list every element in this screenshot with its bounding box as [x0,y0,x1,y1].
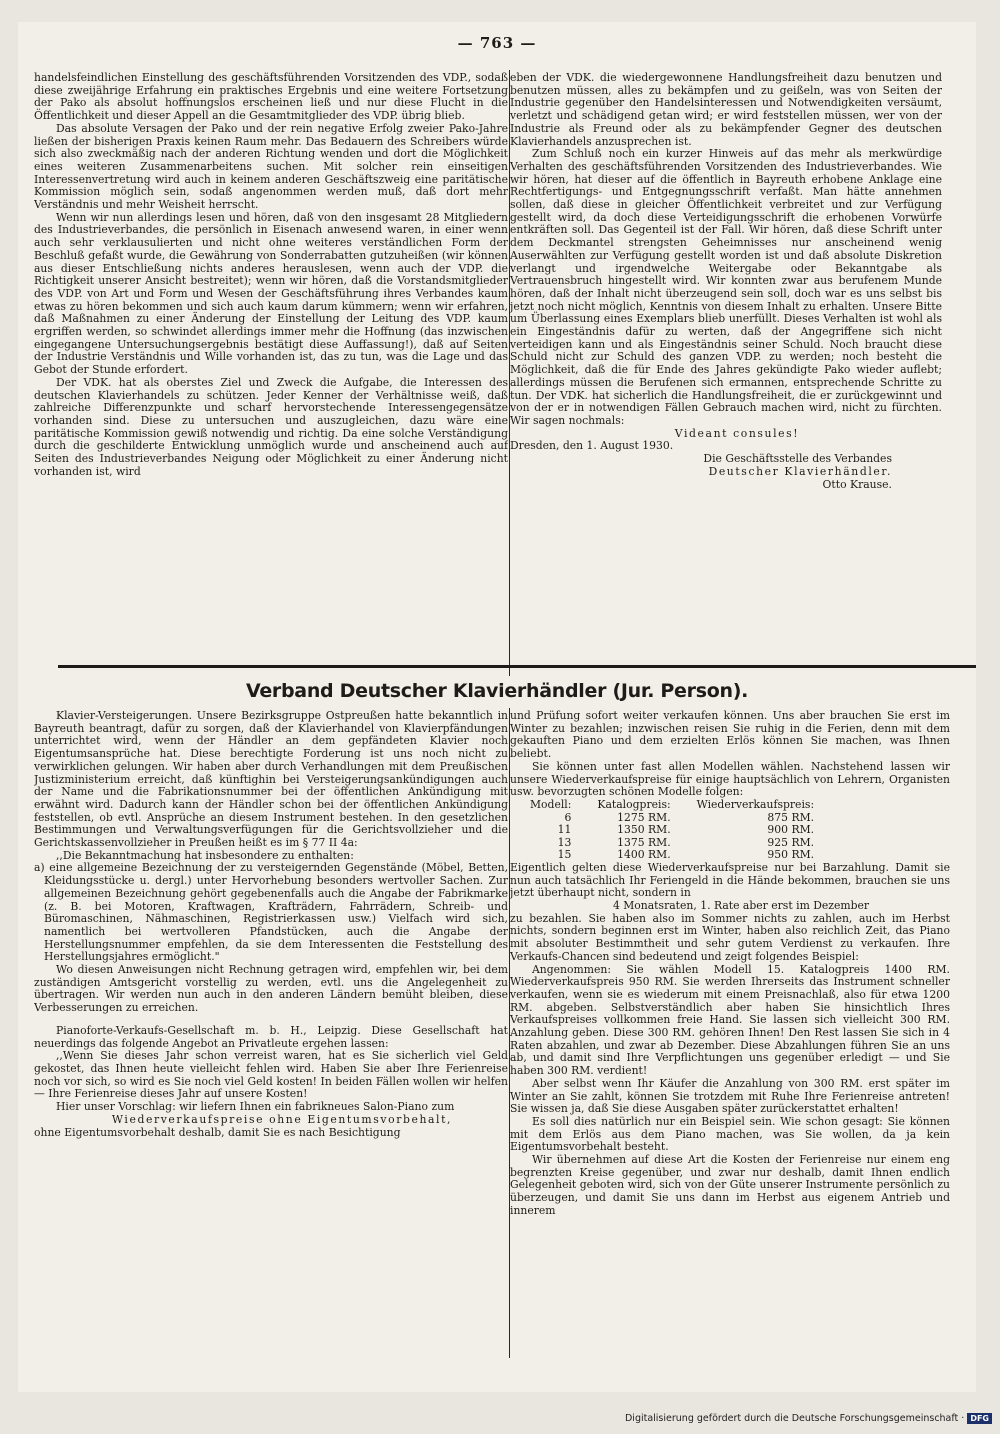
closing-motto: Videant consules! [674,426,800,440]
paragraph: Der VDK. hat als oberstes Ziel und Zweck die Aufgabe, die Interessen des deutschen Klavierhandels zu schützen. Jeder Kenner der Verhältnisse weiß, daß zahlreiche Differenzpunkte und scharf hervorstechende Interessengegensätze vorhanden sind. Diese zu untersuchen und auszugleichen, dazu wäre eine paritätische Kommission gewiß notwendig und richtig. Da eine solche Verständigung durch die geschilderte Entwicklung unmöglich wurde und anscheinend auch auf Seiten des Industrieverbandes Neigung oder Möglichkeit zu einer Änderung nicht vorhanden ist, wird [34,375,508,478]
paragraph: Angenommen: Sie wählen Modell 15. Katalogpreis 1400 RM. Wiederverkaufspreis 950 RM. Sie werden Ihrerseits das Instrument schneller verkaufen, wenn sie es wiederum mit einem Preisnachlaß, also für etwa 1200 RM. abgeben. Selbstverständlich aber haben Sie hinsichtlich Ihres Verkaufspreises vollkommen freie Hand. Sie lassen sich vielleicht 300 RM. Anzahlung geben. Diese 300 RM. gehören Ihnen! Den Rest lassen Sie sich in 4 Raten abzahlen, und zwar ab Dezember. Diese Abzahlungen führen Sie an uns ab, und damit sind Ihre Verpflichtungen uns gegenüber erledigt — und Sie haben 300 RM. verdient! [510,962,950,1078]
paragraph: Wir übernehmen auf diese Art die Kosten der Ferienreise nur einem eng begrenzten Kreise gegenüber, und zwar nur deshalb, damit Ihnen endlich Gelegenheit geboten wird, sich von der Güte unserer Instrumente persönlich zu überzeugen, und damit Sie uns dann im Herbst aus eigenem Antrieb und innerem [510,1153,950,1217]
column-1 [34,72,508,670]
table-cell: 925 RM. [767,835,815,849]
table-cell: 13 [557,835,572,849]
table-header-row [530,799,840,812]
paragraph: 4 Monatsraten, 1. Rate aber erst im Dezember [612,899,870,912]
table-cell: 1400 RM. [617,848,671,862]
digitization-footer [600,1413,992,1424]
column-2 [510,72,942,674]
dfg-logo: DFG [967,1413,992,1424]
quote-item: a) eine allgemeine Bezeichnung der zu versteigernden Gegenstände (Möbel, Betten, Kleidungsstücke u. dergl.) unter Hervorhebung besonders wertvoller Sachen. Zur allgemeinen Bezeichnung gehört gegebenenfalls auch die Angabe der Fabrikmarke (z. B. bei Motoren, Kraftwagen, Krafträdern, Fahrrädern, Schreib- und Büromaschinen, Nähmaschinen, Registrierkassen usw.) Vielfach wird sich, namentlich bei wertvolleren Pfandstücken, auch die Angabe der Herstellungsnummer empfehlen, da sie dem Interessenten die Feststellung des Herstellungsjahres ermöglicht." [34,861,508,964]
paragraph: Aber selbst wenn Ihr Käufer die Anzahlung von 300 RM. erst später im Winter an Sie zahlt, können Sie trotzdem mit Ruhe Ihre Ferienreise antreten! Sie wissen ja, daß Sie diese Ausgaben später zurückerstattet erhalten! [510,1076,950,1116]
page-number: — 763 — [457,34,537,52]
table-cell: 15 [557,848,572,862]
table-header: Modell: [530,797,572,811]
table-cell: 1350 RM. [617,823,671,837]
table-cell: 1275 RM. [617,810,671,824]
paragraph: zu bezahlen. Sie haben also im Sommer nichts zu zahlen, auch im Herbst nichts, sondern beginnen erst im Winter, haben also reichlich Zeit, das Piano mit absoluter Bestimmtheit und sehr gutem Verdienst zu verkaufen. Ihre Verkaufs-Chancen sind bedeutend und zeigt folgendes Beispiel: [510,911,950,963]
newspaper-page [18,22,976,1392]
signature-line: Deutscher Klavierhändler. [708,464,892,478]
paragraph: Pianoforte-Verkaufs-Gesellschaft m. b. H., Leipzig. Diese Gesellschaft hat neuerdings das folgende Angebot an Privatleute ergehen lassen: [34,1023,508,1050]
paragraph: Wenn wir nun allerdings lesen und hören, daß von den insgesamt 28 Mitgliedern des Industrieverbandes, die persönlich in Eisenach anwesend waren, in einer wenn auch sehr verklausulierten und nicht ohne weiteres verständlichen Form der Beschluß gefaßt wurde, die Gewährung von Sonderrabatten gutzuheißen (wir können aus dieser Entschließung nichts anderes herauslesen, wenn auch der VDP. die Richtigkeit unserer Ansicht bestreitet); wenn wir hören, daß die Vorstandsmitglieder des VDP. von Art und Form und Wesen der Geschäftsführung ihres Verbandes kaum etwas zu hören bekommen und sich auch kaum darum kümmern; wenn wir erfahren, daß Maßnahmen zu einer Änderung der Einstellung der Leitung des VDP. kaum ergriffen werden, so schwindet allerdings immer mehr die Hoffnung (das inzwischen eingegangene Untersuchungsergebnis bestätigt diese Auffassung!), daß auf Seiten der Industrie Verständnis und Wille vorhanden ist, das zu tun, was die Lage und das Gebot der Stunde erfordert. [34,210,508,377]
paragraph: Klavier-Versteigerungen. Unsere Bezirksgruppe Ostpreußen hatte bekanntlich in Bayreuth beantragt, dafür zu sorgen, daß der Klavierhandel von Klavierpfändungen unterrichtet wird, wenn der Händler an dem gepfändeten Klavier noch Eigentumsansprüche hat. Diese berechtigte Forderung ist uns noch nicht zu verwirklichen gelungen. Wir haben aber durch Verhandlungen mit dem Preußischen Justizministerium erreicht, daß künftighin bei Versteigerungsankündigungen auch der Name und die Fabrikationsnummer bei der öffentlichen Ankündigung mit erwähnt wird. Dadurch kann der Händler schon bei der öffentlichen Ankündigung feststellen, ob evtl. Ansprüche an diesem Instrument bestehen. In den gesetzlichen Bestimmungen und Verwaltungsverfügungen für die Gerichtsvollzieher und die Gerichtskassenvollzieher in Preußen heißt es im § 77 II 4a: [34,710,508,850]
table-row [530,824,840,837]
table-cell: 875 RM. [767,810,815,824]
paragraph: eben der VDK. die wiedergewonnene Handlungsfreiheit dazu benutzen und benutzen müssen, alles zu bekämpfen und zu geißeln, was von Seiten der Industrie gegenüber den Handelsinteressen und Notwendigkeiten versäumt, verletzt und schädigend getan wird; er wird feststellen müssen, wer von der Industrie als Freund oder als zu bekämpfender Gegner des deutschen Klavierhandels anzusprechen ist. [510,72,942,148]
table-cell: 950 RM. [767,848,815,862]
paragraph: Wo diesen Anweisungen nicht Rechnung getragen wird, empfehlen wir, bei dem zuständigen Amtsgericht vorstellig zu werden, evtl. uns die Angelegenheit zu übertragen. Wir werden nun auch in den anderen Ländern bemüht bleiben, diese Verbesserungen zu erreichen. [34,963,508,1015]
paragraph: und Prüfung sofort weiter verkaufen können. Uns aber brauchen Sie erst im Winter zu bezahlen; inzwischen reisen Sie ruhig in die Ferien, denn mit dem gekauften Piano und dem erzielten Erlös können Sie machen, was Ihnen beliebt. [510,710,950,761]
paragraph: Wiederverkaufspreise ohne Eigentumsvorbehalt, [111,1112,453,1126]
paragraph: Hier unser Vorschlag: wir liefern Ihnen ein fabrikneues Salon-Piano zum [56,1100,455,1114]
footer-text: Digitalisierung gefördert durch die Deutsche Forschungsgemeinschaft · [624,1413,965,1424]
section-heading: Verband Deutscher Klavierhändler (Jur. Person). [245,680,749,702]
paragraph: Sie können unter fast allen Modellen wählen. Nachstehend lassen wir unsere Wiederverkaufspreise für einige hauptsächlich von Lehrern, Organisten usw. bevorzugten schönen Modelle folgen: [510,759,950,799]
paragraph: ,,Wenn Sie dieses Jahr schon verreist waren, hat es Sie sicherlich viel Geld gekostet, das Ihnen heute vielleicht fehlen wird. Haben Sie aber Ihre Ferienreise noch vor sich, so wird es Sie noch viel Geld kosten! In beiden Fällen wollen wir helfen — Ihre Ferienreise dieses Jahr auf unsere Kosten! [34,1049,508,1101]
column-4 [510,710,950,1356]
table-cell: 6 [564,810,572,824]
table-row [530,849,840,862]
table-cell: 900 RM. [767,823,815,837]
signature-name: Otto Krause. [822,477,892,491]
column-3 [34,710,508,1392]
signature-line: Die Geschäftsstelle des Verbandes [703,452,892,466]
quote-line: ,,Die Bekanntmachung hat insbesondere zu enthalten: [56,848,354,862]
paragraph: ohne Eigentumsvorbehalt deshalb, damit Sie es nach Besichtigung [34,1125,401,1139]
paragraph: handelsfeindlichen Einstellung des geschäftsführenden Vorsitzenden des VDP., sodaß diese zweijährige Erfahrung ein praktisches Ergebnis und eine weitere Fortsetzung der Pako als absolut hoffnungslos erscheinen ließ und nur diese Flucht in die Öffentlichkeit und dieser Appell an die Gesamtmitglieder des VDP. übrig blieb. [34,72,508,123]
paragraph: Es soll dies natürlich nur ein Beispiel sein. Wie schon gesagt: Sie können mit dem Erlös aus dem Piano machen, was Sie wollen, da ja kein Eigentumsvorbehalt besteht. [510,1114,950,1154]
paragraph: Das absolute Versagen der Pako und der rein negative Erfolg zweier Pako-Jahre ließen der bisherigen Praxis keinen Raum mehr. Das Bedauern des Schreibers würde sich also zweckmäßig nach der anderen Richtung wenden und dort die Möglichkeit eines weiteren Zusammenarbeitens suchen. Mit solcher rein einseitigen Interessenvertretung wird auch in keinem anderen Geschäftszweig eine paritätische Kommission möglich sein, sodaß angenommen werden muß, daß dort mehr Verständnis und mehr Weisheit herrscht. [34,121,508,212]
dateline: Dresden, den 1. August 1930. [510,439,674,453]
price-table [530,799,840,862]
table-cell: 1375 RM. [617,835,671,849]
paragraph: Zum Schluß noch ein kurzer Hinweis auf das mehr als merkwürdige Verhalten des geschäftsführenden Vorsitzenden des Industrieverbandes. Wie wir hören, hat dieser auf die öffentlich in Bayreuth erhobene Anklage eine Rechtfertigungs- und Entgegnungsschrift verfaßt. Man hätte annehmen sollen, daß diese in gleicher Öffentlichkeit verbreitet und zur Verfügung gestellt wird, da doch diese Verteidigungsschrift die erhobenen Vorwürfe entkräften soll. Das Gegenteil ist der Fall. Wir hören, daß diese Schrift unter dem Deckmantel strengsten Geheimnisses nur anscheinend wenig Auserwählten zur Verfügung gestellt worden ist und daß absolute Diskretion verlangt und irgendwelche Weitergabe oder Bekanntgabe als Vertrauensbruch hingestellt wird. Wir konnten zwar aus berufenem Munde hören, daß der Inhalt nicht überzeugend sein soll, doch war es uns selbst bis jetzt noch nicht möglich, Kenntnis von diesem Inhalt zu erhalten. Unsere Bitte um Überlassung eines Exemplars blieb unerfüllt. Dieses Verhalten ist wohl als ein Eingeständnis dafür zu werten, daß der Angegriffene sich nicht verteidigen kann und als Eingeständnis seiner Schuld. Noch braucht diese Schuld nicht zur Schuld des ganzen VDP. zu werden; noch besteht die Möglichkeit, daß die für Ende des Jahres gekündigte Pako wieder auflebt; allerdings müssen die Berufenen sich ermannen, entsprechende Schritte zu tun. Der VDK. hat sicherlich die Handlungsfreiheit, die er zurückgewinnt und von der er in notwendigen Fällen Gebrauch machen wird, nicht zu fürchten. Wir sagen nochmals: [510,147,942,427]
table-header: Katalogpreis: [597,797,671,811]
paragraph: Eigentlich gelten diese Wiederverkaufspreise nur bei Barzahlung. Damit sie nun auch tatsächlich Ihr Feriengeld in die Hände bekommen, brauchen sie uns jetzt überhaupt nicht, sondern in [510,860,950,900]
table-header: Wiederverkaufspreis: [696,797,815,811]
table-cell: 11 [557,823,572,837]
section-rule [58,665,976,668]
